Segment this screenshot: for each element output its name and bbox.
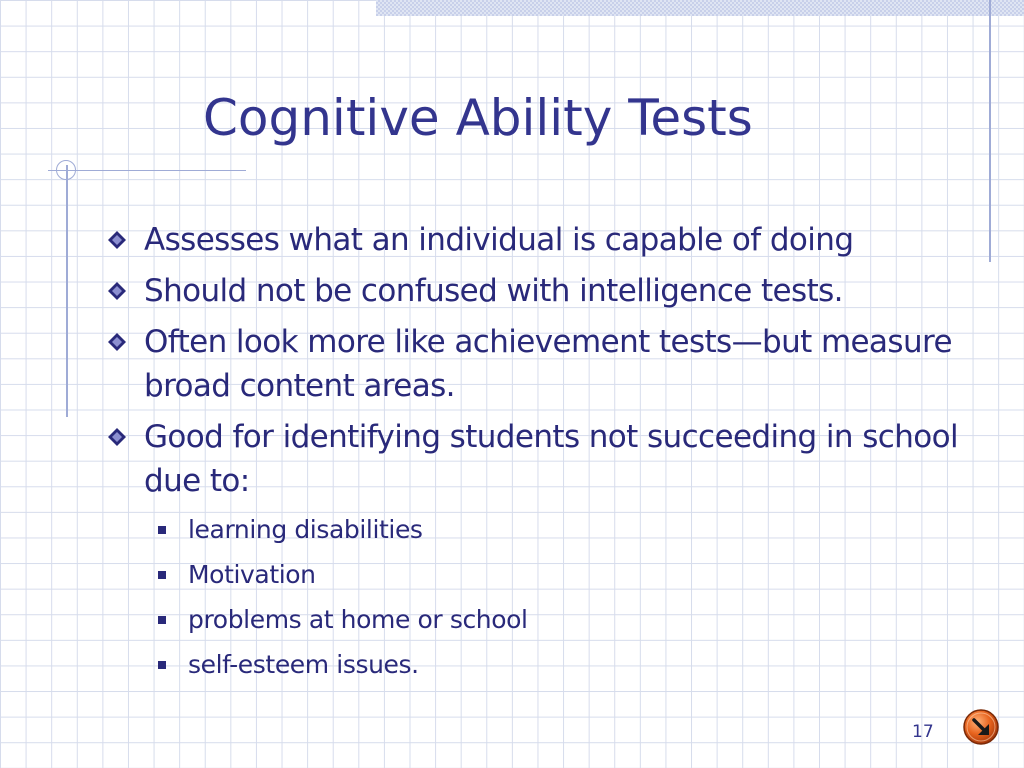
sub-bullet-item — [144, 642, 984, 687]
sub-bullet-item — [144, 552, 984, 597]
decorative-ring — [56, 160, 76, 180]
sub-bullet-text: Motivation — [188, 560, 316, 589]
next-arrow-icon[interactable] — [962, 708, 1000, 746]
bullet-text: Assesses what an individual is capable of doing — [144, 222, 854, 258]
bullet-text: Often look more like achievement tests—but measure broad content areas. — [144, 324, 952, 404]
square-bullet-icon — [158, 526, 166, 534]
slide-title: Cognitive Ability Tests — [203, 89, 753, 147]
left-decorative-rule — [66, 165, 68, 417]
square-bullet-icon — [158, 616, 166, 624]
bullet-item — [104, 415, 984, 687]
diamond-bullet-icon — [108, 282, 126, 300]
sub-bullet-item — [144, 597, 984, 642]
bullet-text: Good for identifying students not succeeding in school due to: — [144, 419, 958, 499]
diamond-bullet-icon — [108, 428, 126, 446]
page-number: 17 — [912, 722, 934, 742]
sub-bullet-list — [144, 507, 984, 687]
sub-bullet-text: learning disabilities — [188, 515, 423, 544]
bullet-list — [104, 218, 984, 694]
top-decorative-band — [376, 0, 1024, 16]
sub-bullet-text: problems at home or school — [188, 605, 528, 634]
right-decorative-rule — [989, 0, 991, 262]
bullet-item — [104, 320, 984, 408]
bullet-text: Should not be confused with intelligence tests. — [144, 273, 843, 309]
bullet-item — [104, 218, 984, 262]
square-bullet-icon — [158, 661, 166, 669]
bullet-item — [104, 269, 984, 313]
sub-bullet-item — [144, 507, 984, 552]
title-underline-rule — [48, 170, 246, 171]
sub-bullet-text: self-esteem issues. — [188, 650, 419, 679]
diamond-bullet-icon — [108, 333, 126, 351]
square-bullet-icon — [158, 571, 166, 579]
diamond-bullet-icon — [108, 231, 126, 249]
